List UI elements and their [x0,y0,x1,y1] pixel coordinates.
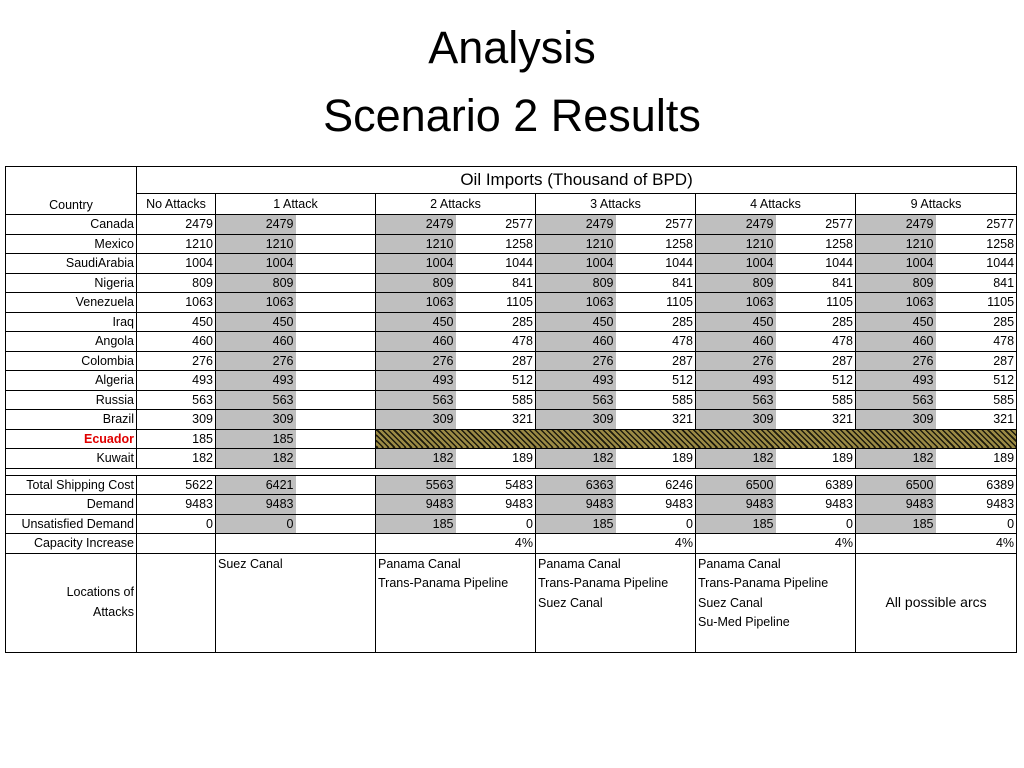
value-cell [296,351,376,371]
row-label: Canada [6,215,137,235]
value-cell: 1210 [376,234,456,254]
row-label: Venezuela [6,293,137,313]
value-cell: 276 [376,351,456,371]
value-cell: 1004 [137,254,216,274]
value-cell: 841 [776,273,856,293]
table-row [6,371,1017,391]
value-cell: 460 [137,332,216,352]
value-cell: 185 [856,514,936,534]
location-item: All possible arcs [885,593,987,610]
value-cell: 2479 [536,215,616,235]
value-cell: 6500 [856,475,936,495]
value-cell: 0 [456,514,536,534]
value-cell: 309 [536,410,616,430]
value-cell: 2479 [376,215,456,235]
table-row [6,293,1017,313]
value-cell: 5563 [376,475,456,495]
value-cell: 309 [856,410,936,430]
group-header-no-attacks: No Attacks [137,194,216,215]
value-cell: 276 [137,351,216,371]
value-cell: 1063 [696,293,776,313]
table-row [6,312,1017,332]
value-cell: 9483 [216,495,296,515]
value-cell: 276 [216,351,296,371]
value-cell: 460 [536,332,616,352]
value-cell: 1210 [536,234,616,254]
value-cell: 9483 [856,495,936,515]
value-cell [296,514,376,534]
table-row [6,254,1017,274]
locations-attack9 [856,553,1017,652]
value-cell: 1210 [696,234,776,254]
value-cell: 1258 [456,234,536,254]
capacity-cell [137,534,216,554]
value-cell: 321 [776,410,856,430]
locations-label-line2: Attacks [93,604,134,619]
value-cell: 809 [376,273,456,293]
value-cell: 1044 [936,254,1017,274]
value-cell: 2577 [936,215,1017,235]
value-cell: 563 [536,390,616,410]
value-cell: 563 [216,390,296,410]
value-cell [296,429,376,449]
spacer-cell [6,468,1017,475]
value-cell: 563 [137,390,216,410]
location-item: Suez Canal [698,595,763,610]
capacity-row [6,534,1017,554]
value-cell: 2577 [776,215,856,235]
value-cell: 6246 [616,475,696,495]
value-cell: 1210 [216,234,296,254]
value-cell [296,371,376,391]
value-cell: 276 [536,351,616,371]
value-cell: 493 [137,371,216,391]
value-cell: 1063 [216,293,296,313]
value-cell: 563 [856,390,936,410]
value-cell: 321 [456,410,536,430]
value-cell: 182 [696,449,776,469]
location-item: Suez Canal [218,556,283,571]
value-cell: 6421 [216,475,296,495]
slide-title-line1: Analysis [428,22,596,73]
value-cell: 189 [616,449,696,469]
group-header-1-attack: 1 Attack [216,194,376,215]
value-cell: 1044 [616,254,696,274]
value-cell: 1258 [776,234,856,254]
table-row [6,234,1017,254]
value-cell: 1105 [616,293,696,313]
value-cell: 809 [137,273,216,293]
value-cell: 1004 [536,254,616,274]
value-cell: 1105 [456,293,536,313]
value-cell: 1063 [137,293,216,313]
value-cell: 841 [616,273,696,293]
value-cell: 6363 [536,475,616,495]
value-cell: 182 [536,449,616,469]
summary-row [6,514,1017,534]
locations-attack2 [376,553,536,652]
hatched-cell [376,429,1017,449]
location-item: Panama Canal [378,556,461,571]
value-cell: 182 [216,449,296,469]
spacer-row [6,468,1017,475]
slide-title-line2: Scenario 2 Results [323,90,701,141]
value-cell [296,390,376,410]
value-cell [296,293,376,313]
row-label: Brazil [6,410,137,430]
value-cell: 493 [536,371,616,391]
row-label: Russia [6,390,137,410]
value-cell [296,254,376,274]
value-cell: 2577 [616,215,696,235]
value-cell [296,449,376,469]
value-cell: 0 [776,514,856,534]
super-header: Oil Imports (Thousand of BPD) [137,167,1017,194]
value-cell: 5483 [456,475,536,495]
value-cell: 5622 [137,475,216,495]
value-cell: 9483 [616,495,696,515]
value-cell: 185 [696,514,776,534]
group-header-2-attacks: 2 Attacks [376,194,536,215]
value-cell: 0 [137,514,216,534]
value-cell: 285 [456,312,536,332]
location-item: Suez Canal [538,595,603,610]
table-row [6,410,1017,430]
value-cell: 285 [936,312,1017,332]
table-row [6,390,1017,410]
locations-attack3 [536,553,696,652]
value-cell: 9483 [696,495,776,515]
value-cell: 309 [216,410,296,430]
value-cell: 512 [776,371,856,391]
locations-label [6,553,137,652]
location-item: Trans-Panama Pipeline [378,576,509,591]
value-cell: 460 [376,332,456,352]
value-cell: 0 [936,514,1017,534]
value-cell: 6389 [936,475,1017,495]
value-cell: 321 [616,410,696,430]
summary-row [6,475,1017,495]
value-cell [296,475,376,495]
value-cell: 1004 [696,254,776,274]
value-cell: 1210 [137,234,216,254]
value-cell: 1063 [536,293,616,313]
value-cell: 512 [616,371,696,391]
table-row [6,273,1017,293]
value-cell: 309 [376,410,456,430]
row-label: Demand [6,495,137,515]
value-cell [296,273,376,293]
value-cell: 2479 [137,215,216,235]
value-cell: 809 [696,273,776,293]
value-cell: 493 [856,371,936,391]
value-cell: 585 [776,390,856,410]
locations-label-line1: Locations of [66,584,134,599]
value-cell: 585 [616,390,696,410]
row-label: Iraq [6,312,137,332]
value-cell: 6500 [696,475,776,495]
value-cell: 478 [776,332,856,352]
value-cell: 309 [137,410,216,430]
value-cell: 460 [696,332,776,352]
value-cell: 1258 [616,234,696,254]
value-cell: 287 [456,351,536,371]
value-cell: 287 [616,351,696,371]
value-cell: 182 [856,449,936,469]
value-cell: 0 [216,514,296,534]
value-cell: 450 [216,312,296,332]
value-cell: 287 [936,351,1017,371]
row-label: Total Shipping Cost [6,475,137,495]
value-cell: 1044 [456,254,536,274]
group-header-4-attacks: 4 Attacks [696,194,856,215]
location-item: Panama Canal [698,556,781,571]
value-cell: 493 [696,371,776,391]
locations-attack4 [696,553,856,652]
value-cell: 189 [936,449,1017,469]
value-cell: 460 [216,332,296,352]
value-cell: 1004 [216,254,296,274]
value-cell: 493 [216,371,296,391]
capacity-cell: 4% [376,534,536,554]
value-cell: 189 [456,449,536,469]
value-cell: 185 [137,429,216,449]
row-label: Algeria [6,371,137,391]
value-cell: 450 [376,312,456,332]
value-cell: 512 [456,371,536,391]
value-cell: 809 [216,273,296,293]
value-cell: 189 [776,449,856,469]
value-cell [296,332,376,352]
value-cell: 1063 [376,293,456,313]
value-cell: 2577 [456,215,536,235]
value-cell [296,234,376,254]
capacity-cell [216,534,376,554]
location-item: Trans-Panama Pipeline [538,576,669,591]
value-cell: 585 [936,390,1017,410]
location-item: Trans-Panama Pipeline [698,576,829,591]
value-cell: 460 [856,332,936,352]
value-cell: 585 [456,390,536,410]
row-label: Mexico [6,234,137,254]
table-row [6,351,1017,371]
value-cell: 841 [456,273,536,293]
capacity-cell: 4% [536,534,696,554]
value-cell: 450 [536,312,616,332]
value-cell: 450 [856,312,936,332]
country-header: Country [6,167,137,215]
row-label: Kuwait [6,449,137,469]
value-cell: 9483 [536,495,616,515]
value-cell: 563 [376,390,456,410]
value-cell: 563 [696,390,776,410]
value-cell: 276 [856,351,936,371]
row-label: Ecuador [6,429,137,449]
value-cell: 512 [936,371,1017,391]
row-label: Angola [6,332,137,352]
value-cell: 478 [456,332,536,352]
value-cell: 1063 [856,293,936,313]
group-header-3-attacks: 3 Attacks [536,194,696,215]
value-cell: 2479 [216,215,296,235]
value-cell: 9483 [456,495,536,515]
value-cell [296,215,376,235]
value-cell: 1105 [776,293,856,313]
row-label: Colombia [6,351,137,371]
value-cell: 287 [776,351,856,371]
value-cell [296,410,376,430]
value-cell: 0 [616,514,696,534]
location-item: Panama Canal [538,556,621,571]
value-cell: 1004 [856,254,936,274]
location-item: Su-Med Pipeline [698,615,790,630]
value-cell: 841 [936,273,1017,293]
value-cell: 276 [696,351,776,371]
locations-attack1 [216,553,376,652]
table-row [6,449,1017,469]
row-label: Unsatisfied Demand [6,514,137,534]
value-cell: 493 [376,371,456,391]
value-cell: 182 [376,449,456,469]
value-cell: 1044 [776,254,856,274]
value-cell: 6389 [776,475,856,495]
table-row [6,429,1017,449]
value-cell: 478 [936,332,1017,352]
locations-row [6,553,1017,652]
value-cell: 450 [696,312,776,332]
value-cell: 321 [936,410,1017,430]
row-label: Capacity Increase [6,534,137,554]
value-cell: 285 [616,312,696,332]
value-cell: 809 [536,273,616,293]
value-cell: 9483 [137,495,216,515]
value-cell: 185 [536,514,616,534]
results-table [5,166,1017,653]
locations-no-attacks [137,553,216,652]
row-label: SaudiArabia [6,254,137,274]
value-cell: 1004 [376,254,456,274]
value-cell: 9483 [936,495,1017,515]
value-cell: 1105 [936,293,1017,313]
value-cell: 9483 [776,495,856,515]
capacity-cell: 4% [696,534,856,554]
value-cell: 185 [376,514,456,534]
value-cell: 1258 [936,234,1017,254]
value-cell: 2479 [856,215,936,235]
value-cell: 309 [696,410,776,430]
value-cell: 1210 [856,234,936,254]
row-label: Nigeria [6,273,137,293]
value-cell: 185 [216,429,296,449]
value-cell: 2479 [696,215,776,235]
value-cell: 285 [776,312,856,332]
summary-row [6,495,1017,515]
group-header-9-attacks: 9 Attacks [856,194,1017,215]
value-cell: 9483 [376,495,456,515]
value-cell: 809 [856,273,936,293]
capacity-cell: 4% [856,534,1017,554]
table-row [6,215,1017,235]
value-cell [296,312,376,332]
value-cell [296,495,376,515]
table-row [6,332,1017,352]
value-cell: 450 [137,312,216,332]
value-cell: 478 [616,332,696,352]
value-cell: 182 [137,449,216,469]
